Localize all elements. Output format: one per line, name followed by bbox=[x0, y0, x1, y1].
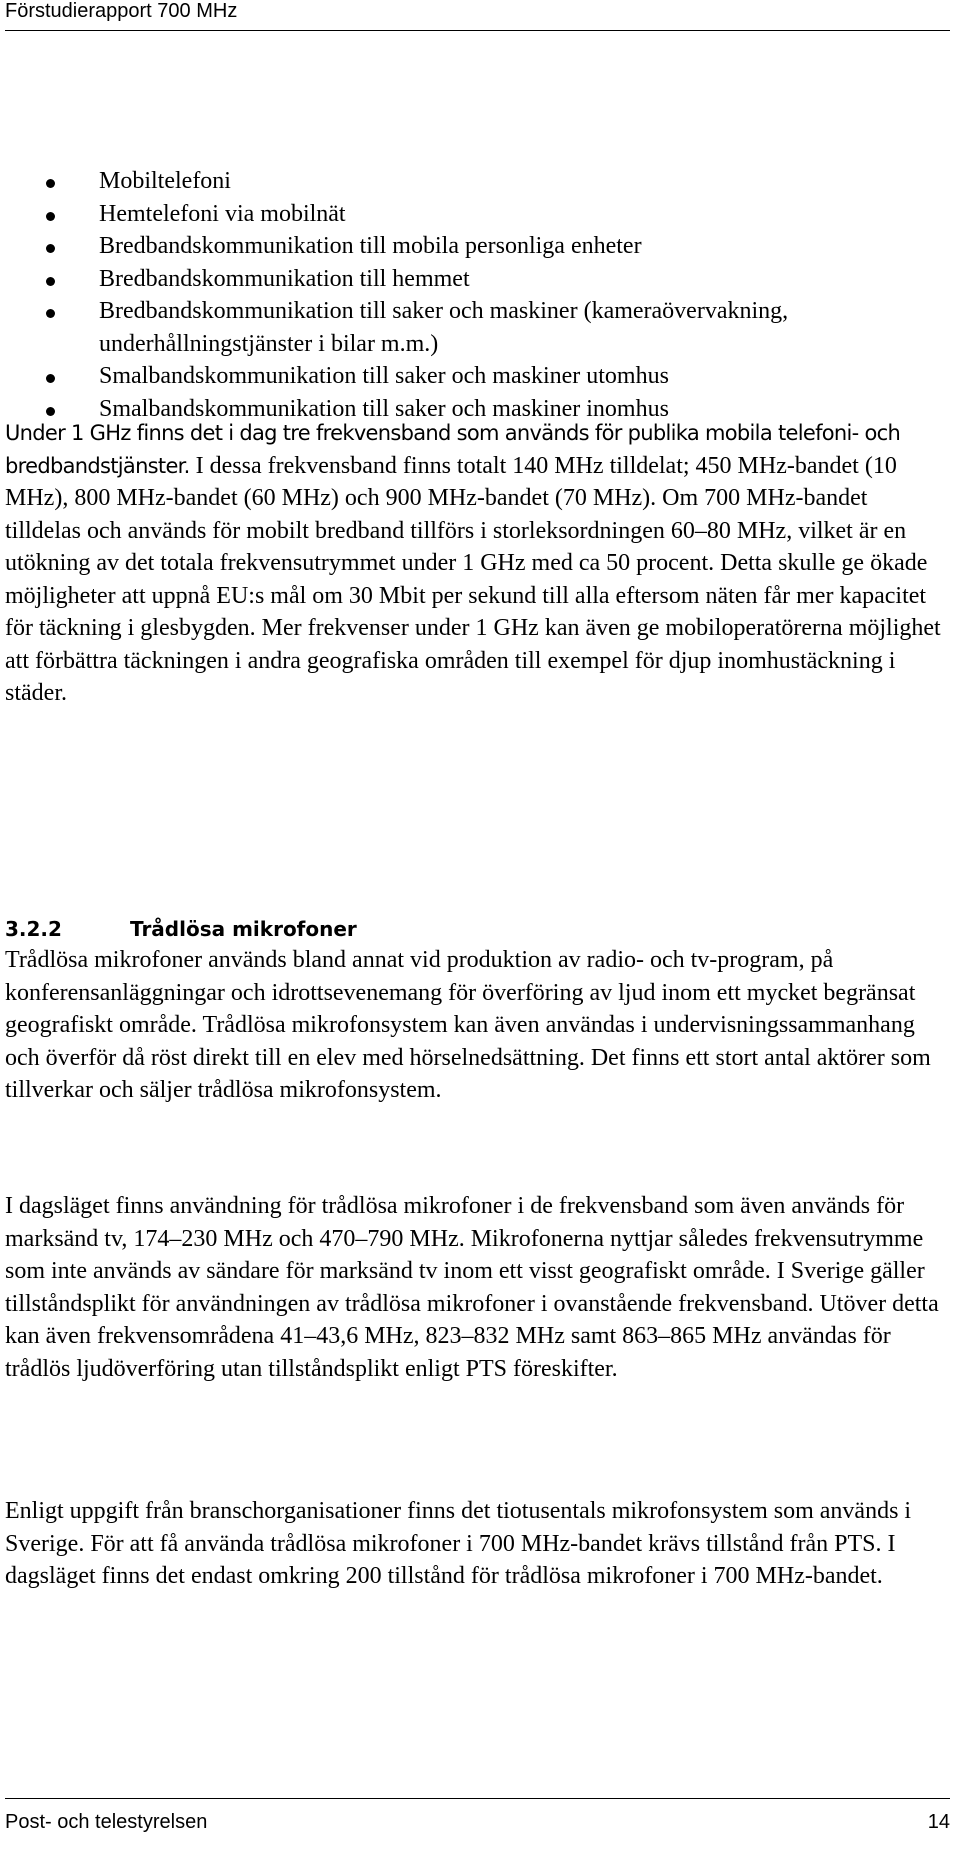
bullet-icon bbox=[46, 277, 55, 286]
page-footer bbox=[5, 1798, 950, 1859]
footer-organization: Post- och telestyrelsen bbox=[5, 1811, 208, 1833]
list-item: Bredbandskommunikation till mobila personliga enheter bbox=[40, 230, 950, 263]
list-item: Bredbandskommunikation till hemmet bbox=[40, 263, 950, 296]
document-title: Förstudierapport 700 MHz bbox=[5, 0, 238, 22]
page-number: 14 bbox=[927, 1811, 950, 1833]
section-heading bbox=[5, 914, 945, 944]
list-item: Hemtelefoni via mobilnät bbox=[40, 198, 950, 231]
bullet-icon bbox=[46, 374, 55, 383]
paragraph-wireless-mics-usage: I dagsläget finns användning för trådlösa mikrofoner i de frekvensband som även används för marksänd tv, 174–230 MHz och 470–790 MHz. Mikrofonerna nyttjar således frekvensutrymme som inte används av sändare för marksänd tv inom ett visst geografiskt område. I Sverige gäller tillståndsplikt för användningen av trådlösa mikrofoner i ovanstående frekvensband. Utöver detta kan även frekvensområdena 41–43,6 MHz, 823–832 MHz samt 863–865 MHz användas för trådlös ljudöverföring utan tillståndsplikt enligt PTS föreskifter. bbox=[5, 1193, 939, 1382]
bullet-icon bbox=[46, 309, 55, 318]
bullet-icon bbox=[46, 212, 55, 221]
paragraph-frequency-bands bbox=[5, 417, 945, 710]
paragraph-wireless-mics-licenses: Enligt uppgift från branschorganisationer finns det tiotusentals mikrofonsystem som används i Sverige. För att få använda trådlösa mikrofoner i 700 MHz-bandet krävs tillstånd från PTS. I dagsläget finns det endast omkring 200 tillstånd för trådlösa mikrofoner i 700 MHz-bandet. bbox=[5, 1498, 912, 1589]
list-item: Smalbandskommunikation till saker och maskiner utomhus bbox=[40, 360, 950, 393]
bullet-icon bbox=[46, 244, 55, 253]
list-item: Bredbandskommunikation till saker och maskiner (kameraövervakning, underhållningstjänster i bilar m.m.) bbox=[40, 295, 950, 360]
list-item: Mobiltelefoni bbox=[40, 165, 950, 198]
bullet-icon bbox=[46, 179, 55, 188]
paragraph-body: I dessa frekvensband finns totalt 140 MHz tilldelat; 450 MHz-bandet (10 MHz), 800 MHz-bandet (60 MHz) och 900 MHz-bandet (70 MHz). Om 700 MHz-bandet tilldelas och används för mobilt bredband tillförs i storleksordningen 60–80 MHz, vilket är en utökning av det totala frekvensutrymmet under 1 GHz med ca 50 procent. Detta skulle ge ökade möjligheter att uppnå EU:s mål om 30 Mbit per sekund till alla eftersom näten får mer kapacitet för täckning i glesbygden. Mer frekvenser under 1 GHz kan även ge mobiloperatörerna möjlighet att förbättra täckningen i andra geografiska områden till exempel för djup inomhustäckning i städer. bbox=[5, 452, 941, 706]
list-item: Smalbandskommunikation till saker och maskiner inomhus bbox=[40, 393, 950, 426]
paragraph-wireless-mics-intro: Trådlösa mikrofoner används bland annat vid produktion av radio- och tv-program, på konferensanläggningar och idrottsevenemang för överföring av ljud inom ett mycket begränsat geografiskt område. Trådlösa mikrofonsystem kan även användas i undervisningssammanhang och överför då röst direkt till en elev med hörselnedsättning. Det finns ett stort antal aktörer som tillverkar och säljer trådlösa mikrofonsystem. bbox=[5, 947, 931, 1103]
page-header bbox=[5, 0, 950, 31]
paragraph-intro: Under 1 GHz finns det i dag tre frekvensband som används för publika mobila telefoni- och bredbandstjänster. bbox=[5, 421, 901, 478]
bullet-list bbox=[40, 165, 950, 425]
section-number: 3.2.2 bbox=[5, 917, 62, 941]
bullet-icon bbox=[46, 407, 55, 416]
section-title: Trådlösa mikrofoner bbox=[130, 917, 357, 941]
